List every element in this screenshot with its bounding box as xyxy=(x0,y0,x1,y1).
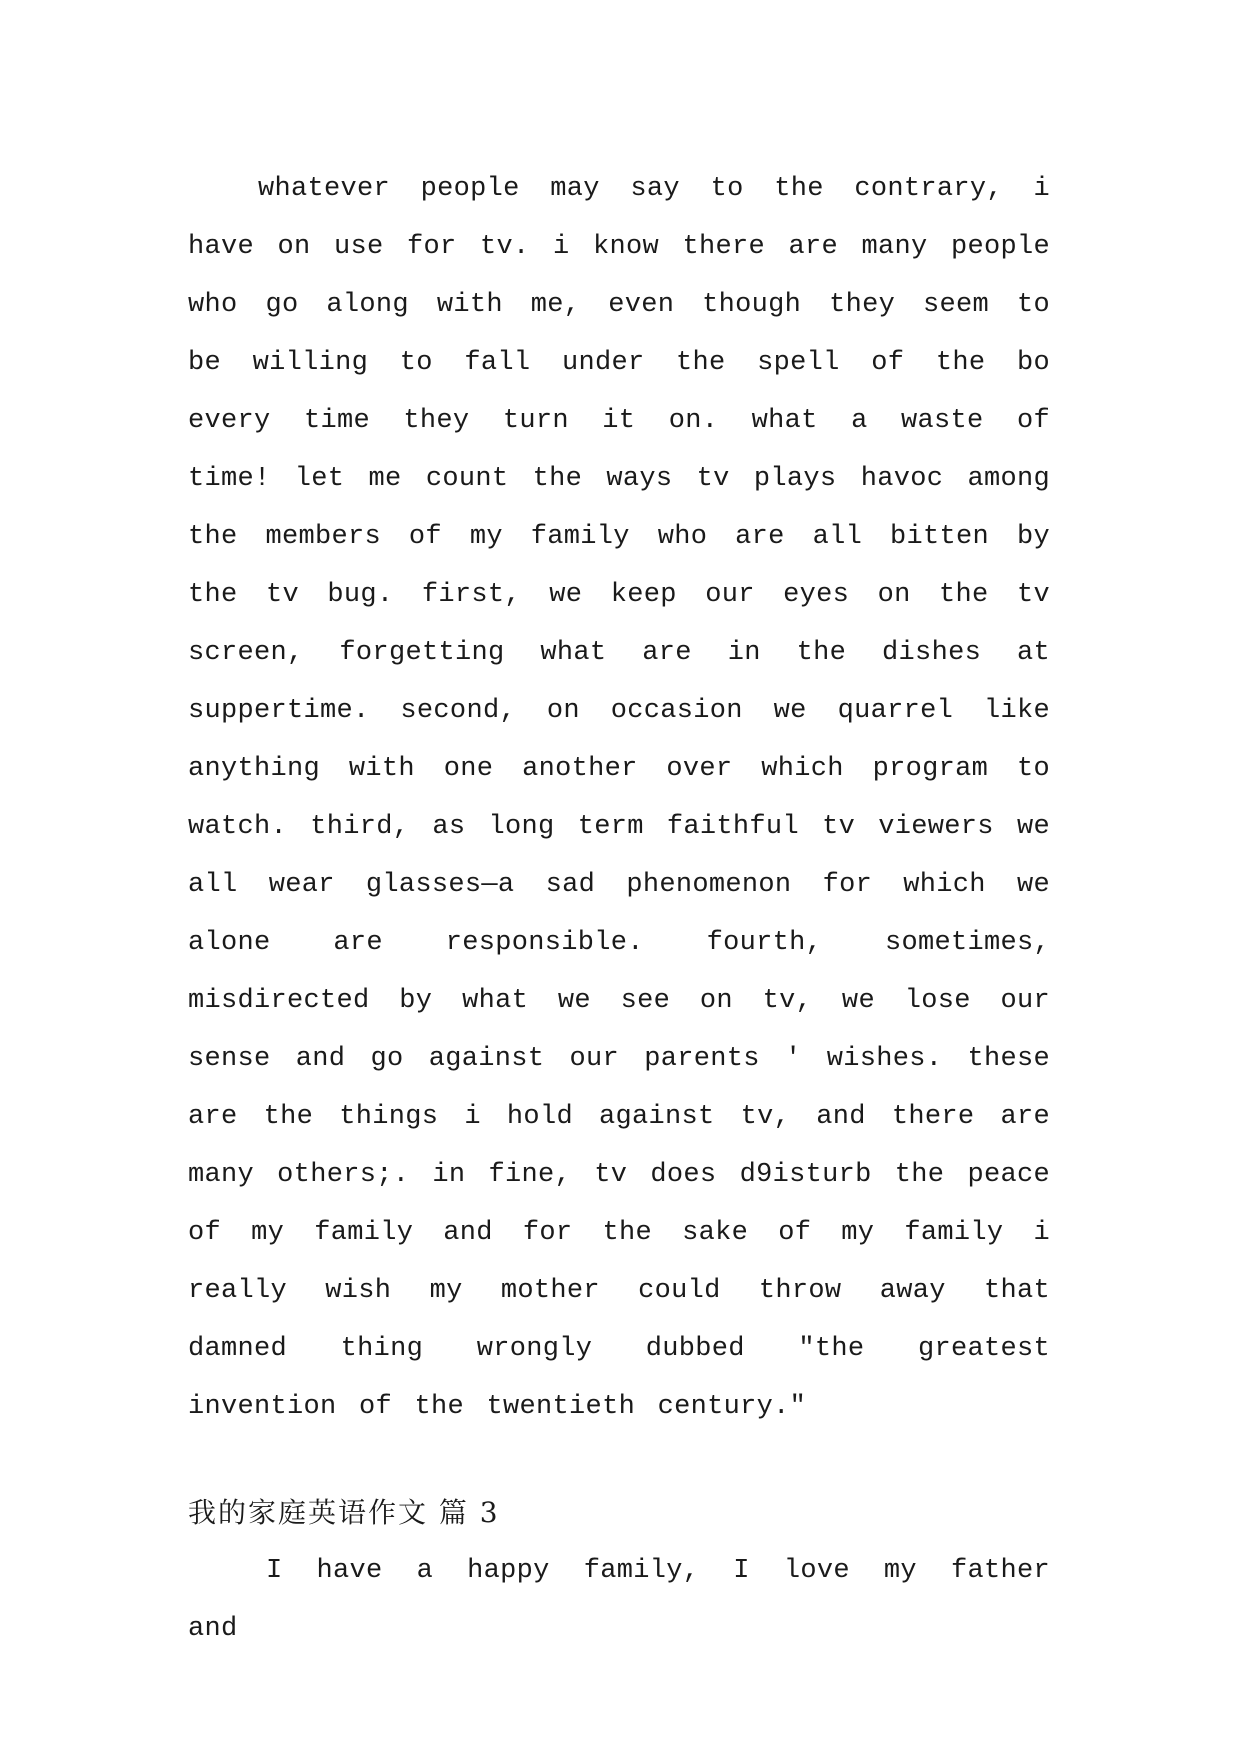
section-heading: 我的家庭英语作文 篇 3 xyxy=(188,1496,500,1529)
paragraph: whatever people may say to the contrary, i have on use for tv. i know there are many people who go along with me, even though they seem to be willing to fall under the spell of the bo every time they turn it on. what a waste of time! let me count the ways tv plays havoc among the members of my family who are all bitten by the tv bug. first, we keep our eyes on the tv screen, forgetting what are in the dishes at suppertime. second, on occasion we quarrel like anything with one another over which program to watch. third, as long term faithful tv viewers we all wear glasses—a sad phenomenon for which we alone are responsible. fourth, sometimes, misdirected by what we see on tv, we lose our sense and go against our parents ' wishes. these are the things i hold against tv, and there are many others;. in fine, tv does d9isturb the peace of my family and for the sake of my family i really wish my mother could throw away that damned thing wrongly dubbed "the greatest invention of the twentieth century." xyxy=(188,174,1050,1422)
document-body xyxy=(188,160,1050,1658)
paragraph: I have a happy family, I love my father and xyxy=(188,1556,1050,1644)
